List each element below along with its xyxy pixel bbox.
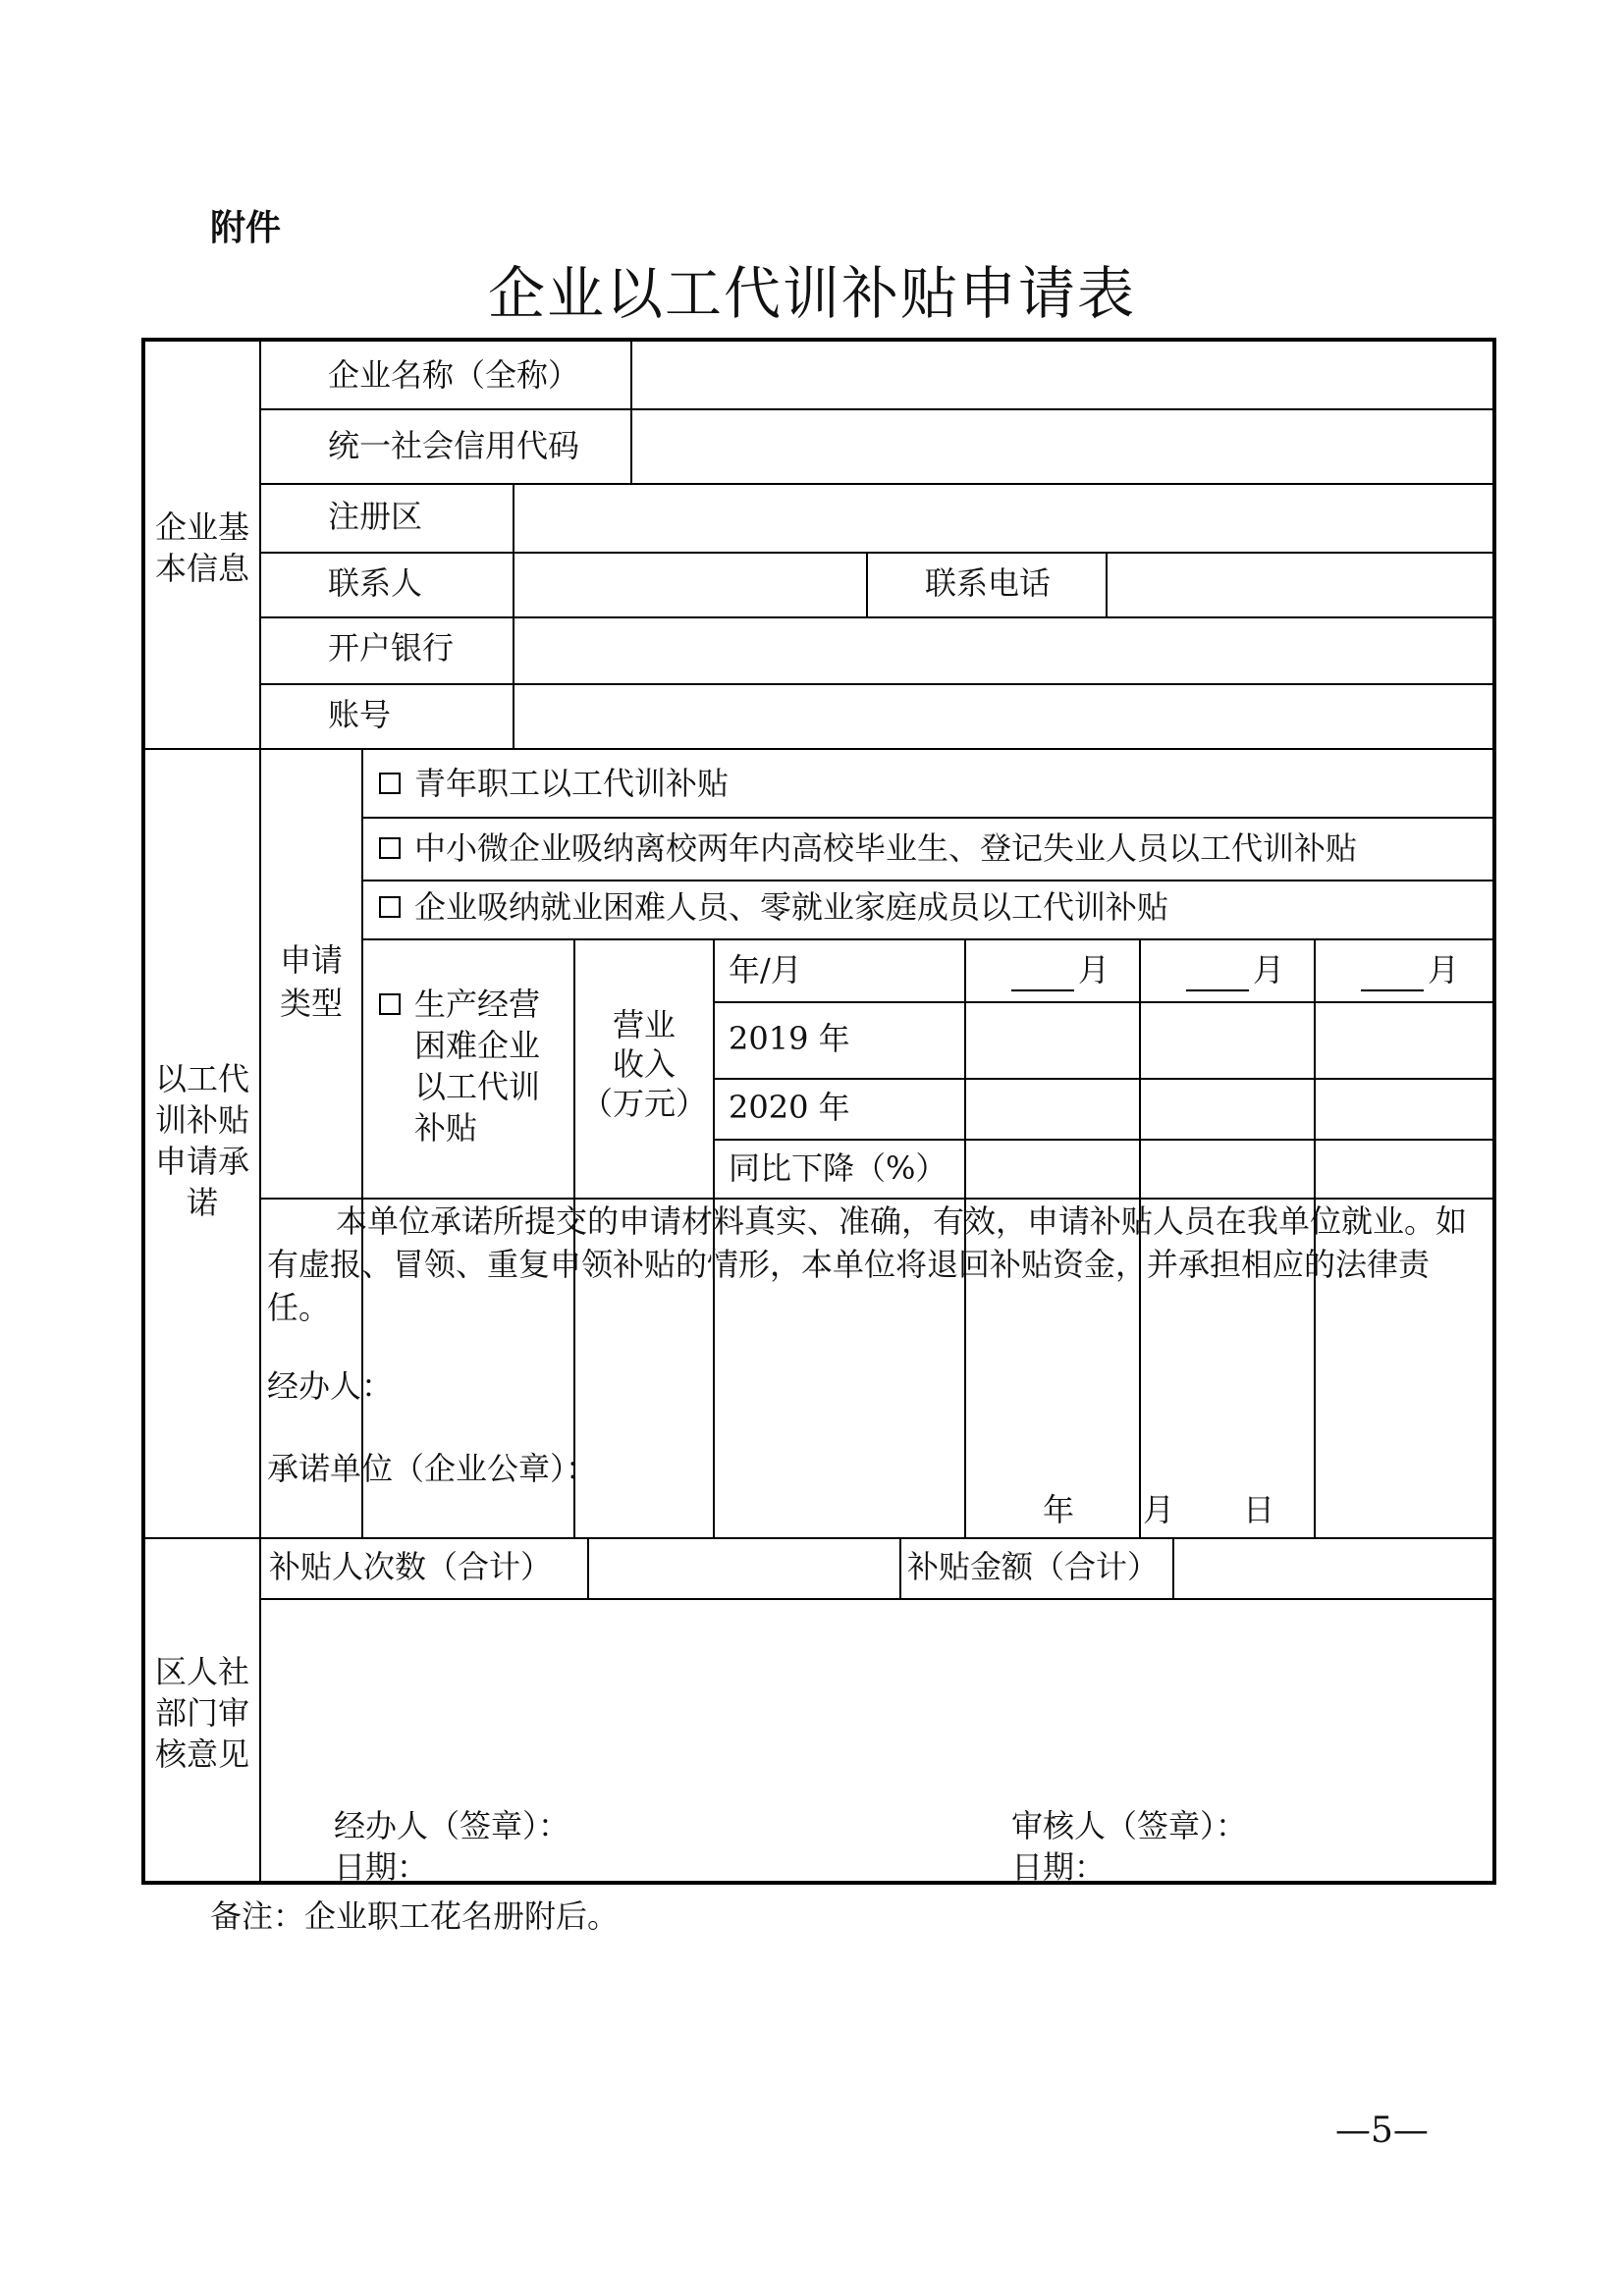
commitment-date-month: 月 bbox=[1143, 1491, 1175, 1528]
year-month-header: 年/月 bbox=[729, 951, 802, 988]
form-title: 企业以工代训补贴申请表 bbox=[487, 260, 1136, 327]
checkbox-icon[interactable] bbox=[379, 773, 401, 794]
section-basic-label: 企业基 本信息 bbox=[154, 508, 249, 587]
reviewer-sign-label: 审核人（签章）： bbox=[1011, 1807, 1248, 1844]
row-2019-label: 2019 年 bbox=[729, 1020, 850, 1057]
month-header-2[interactable]: 月 bbox=[1186, 950, 1284, 991]
commitment-text: 本单位承诺所提交的申请材料真实、准确，有效，申请补贴人员在我单位就业。如有虚报、冒领、重复申领补贴的情形，本单位将退回补贴资金，并承担相应的法律责任。 bbox=[267, 1202, 1468, 1326]
month-header-1[interactable]: 月 bbox=[1011, 950, 1110, 991]
page-number: —5— bbox=[1335, 2110, 1429, 2151]
credit-code-label: 统一社会信用代码 bbox=[328, 427, 580, 464]
section-review-label: 区人社 部门审 核意见 bbox=[154, 1653, 249, 1773]
company-name-field[interactable] bbox=[636, 355, 1481, 399]
review-handler-date-label: 日期： bbox=[334, 1848, 429, 1886]
checkbox-icon[interactable] bbox=[379, 993, 401, 1015]
commitment-unit-label: 承诺单位（企业公章）： bbox=[267, 1450, 598, 1487]
bank-field[interactable] bbox=[518, 628, 1481, 671]
reviewer-date-label: 日期： bbox=[1011, 1848, 1107, 1886]
subsidy-count-label: 补贴人次数（合计） bbox=[269, 1548, 553, 1585]
option-difficult-enterprise[interactable]: 生产经营 困难企业 以工代训 补贴 bbox=[379, 984, 540, 1148]
revenue-label: 营业 收入 （万元） bbox=[580, 1006, 707, 1122]
option-youth[interactable]: 青年职工以工代训补贴 bbox=[379, 764, 729, 805]
checkbox-icon[interactable] bbox=[379, 837, 401, 859]
subsidy-amount-field[interactable] bbox=[1178, 1547, 1483, 1590]
account-label: 账号 bbox=[328, 696, 392, 733]
bank-label: 开户银行 bbox=[328, 629, 455, 667]
credit-code-field[interactable] bbox=[636, 426, 1481, 469]
subsidy-amount-label: 补贴金额（合计） bbox=[907, 1548, 1160, 1585]
section-apply-label: 以工代 训补贴 申请承 诺 bbox=[154, 1060, 249, 1221]
commitment-handler-label: 经办人： bbox=[267, 1367, 394, 1405]
company-name-label: 企业名称（全称） bbox=[328, 356, 580, 394]
row-2020-label: 2020 年 bbox=[729, 1089, 850, 1126]
checkbox-icon[interactable] bbox=[379, 896, 401, 918]
review-handler-sign-label: 经办人（签章）： bbox=[334, 1807, 570, 1844]
account-field[interactable] bbox=[518, 695, 1481, 738]
contact-label: 联系人 bbox=[328, 564, 423, 602]
phone-label: 联系电话 bbox=[925, 564, 1052, 602]
option-hard-to-employ[interactable]: 企业吸纳就业困难人员、零就业家庭成员以工代训补贴 bbox=[379, 887, 1168, 929]
grid-line bbox=[259, 342, 261, 1885]
commitment-date-year: 年 bbox=[1043, 1491, 1075, 1528]
application-form-table bbox=[141, 338, 1496, 1885]
commitment-date-day: 日 bbox=[1243, 1491, 1275, 1528]
phone-field[interactable] bbox=[1111, 563, 1485, 607]
row-decline-label: 同比下降（%） bbox=[729, 1149, 947, 1187]
district-field[interactable] bbox=[518, 497, 1481, 540]
option-sme-graduates[interactable]: 中小微企业吸纳离校两年内高校毕业生、登记失业人员以工代训补贴 bbox=[379, 828, 1357, 870]
month-header-3[interactable]: 月 bbox=[1361, 950, 1459, 991]
subsidy-count-field[interactable] bbox=[593, 1547, 888, 1590]
contact-field[interactable] bbox=[518, 563, 852, 607]
district-label: 注册区 bbox=[328, 498, 423, 535]
apply-type-label: 申请 类型 bbox=[279, 941, 343, 1022]
footer-note: 备注：企业职工花名册附后。 bbox=[210, 1897, 620, 1935]
attachment-label: 附件 bbox=[210, 208, 282, 248]
